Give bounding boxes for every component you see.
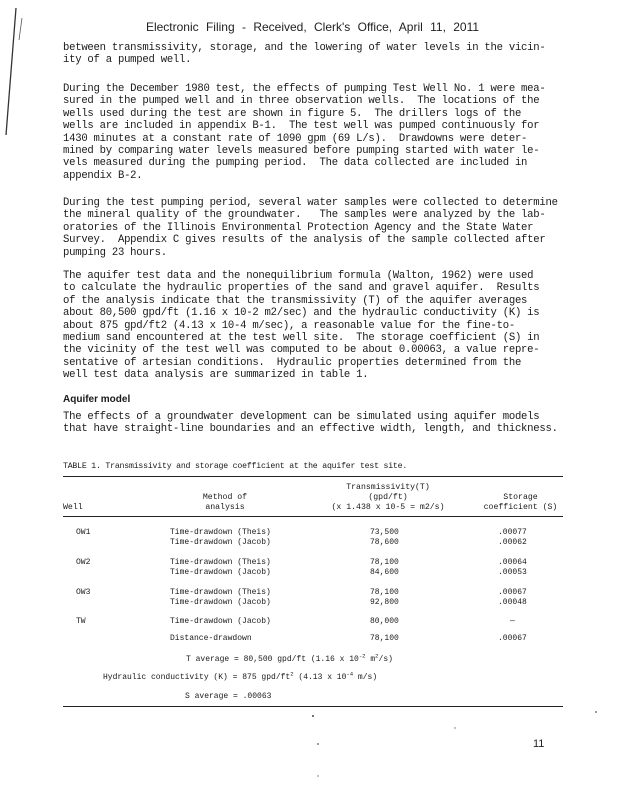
- col-header-well: Well: [63, 503, 83, 512]
- table-top-rule: [63, 476, 563, 477]
- col-header-transmissivity: Transmissivity(T) (gpd/ft) (x 1.438 x 10-5 = m2/s): [331, 483, 445, 512]
- summary-storage-average: S average = .00063: [185, 692, 272, 701]
- table-cell-method: Time-drawdown (Theis): [170, 588, 271, 597]
- table-cell-transmissivity: 78,100: [370, 634, 399, 643]
- table-cell-storage: .00064: [498, 558, 527, 567]
- table-cell-storage: .00067: [498, 588, 527, 597]
- table-cell-well: TW: [76, 617, 86, 626]
- table-cell-well: OW2: [76, 558, 91, 567]
- table-cell-method: Time-drawdown (Theis): [170, 558, 271, 567]
- table-cell-method: Distance-drawdown: [170, 634, 252, 643]
- col-header-storage: Storage coefficient (S): [483, 493, 558, 512]
- table-cell-method: Time-drawdown (Jacob): [170, 598, 271, 607]
- table-cell-well: OW1: [76, 528, 91, 537]
- paragraph-aquifer-model: The effects of a groundwater development can be simulated using aquifer models that have straight-line boundaries and an effective width, length, and thickness.: [63, 411, 558, 436]
- table-cell-transmissivity: 78,100: [370, 558, 399, 567]
- table-cell-transmissivity: 73,500: [370, 528, 399, 537]
- table-cell-transmissivity: 80,000: [370, 617, 399, 626]
- table-cell-method: Time-drawdown (Jacob): [170, 568, 271, 577]
- table-cell-storage: .00048: [498, 598, 527, 607]
- table-cell-storage: —: [510, 617, 515, 626]
- table-bottom-rule: [63, 706, 563, 707]
- table-cell-method: Time-drawdown (Jacob): [170, 617, 271, 626]
- table-header-rule: [63, 516, 563, 517]
- table-cell-storage: .00067: [498, 634, 527, 643]
- table-cell-method: Time-drawdown (Theis): [170, 528, 271, 537]
- page-number: 11: [533, 738, 545, 750]
- table-cell-well: OW3: [76, 588, 91, 597]
- table-caption: TABLE 1. Transmissivity and storage coefficient at the aquifer test site.: [63, 462, 408, 471]
- col-header-method: Method of analysis: [202, 493, 248, 512]
- table-cell-storage: .00077: [498, 528, 527, 537]
- table-cell-method: Time-drawdown (Jacob): [170, 538, 271, 547]
- table-cell-storage: .00053: [498, 568, 527, 577]
- filing-stamp-header: Electronic Filing - Received, Clerk's Office, April 11, 2011: [145, 20, 480, 34]
- paragraph-aquifer-analysis: The aquifer test data and the nonequilibrium formula (Walton, 1962) were used to calculate the hydraulic properties of the sand and gravel aquifer. Results of the analysis indicate that the transmissivity (T) of the aquifer averages about 80,500 gpd/ft (1.16 x 10-2 m2/sec) and the hydraulic conductivity (K) is about 875 gpd/ft2 (4.13 x 10-4 m/sec), a reasonable value for the fine-to- medium sand encountered at the test well site. The storage coefficient (S) in the vicinity of the test well was computed to be about 0.00063, a value repre- sentative of artesian conditions. Hydraulic properties determined from the well test data analysis are summarized in table 1.: [63, 270, 540, 382]
- summary-transmissivity-average: T average = 80,500 gpd/ft (1.16 x $10^{-2}$ $m^2/s$): [186, 652, 393, 664]
- paragraph-intro-continuation: between transmissivity, storage, and the lowering of water levels in the vicin- ity of a pumped well.: [63, 42, 546, 67]
- table-cell-storage: .00062: [498, 538, 527, 547]
- paragraph-december-test: During the December 1980 test, the effects of pumping Test Well No. 1 were mea- sured in the pumped well and in three observation wells. The locations of the wells used during the test are shown in figure 5. The drillers logs of the wells are included in appendix B-1. The test well was pumped continuously for 1430 minutes at a constant rate of 1090 gpm (69 L/s). Drawdowns were deter- mined by comparing water levels measured before pumping started with water le- vels measured during the pumping period. The data collected are included in appendix B-2.: [63, 83, 546, 182]
- table-cell-transmissivity: 84,600: [370, 568, 399, 577]
- table-cell-transmissivity: 78,600: [370, 538, 399, 547]
- table-cell-transmissivity: 92,800: [370, 598, 399, 607]
- section-heading-aquifer-model: Aquifer model: [63, 394, 131, 405]
- paragraph-water-samples: During the test pumping period, several water samples were collected to determine the mineral quality of the groundwater. The samples were analyzed by the lab- oratories of the Illinois Environmental Protection Agency and the State Water Survey. Appendix C gives results of the analysis of the sample collected after pumping 23 hours.: [63, 197, 558, 259]
- summary-hydraulic-conductivity: Hydraulic conductivity (K) = 875 gpd/$ft^2$ (4.13 x $10^{-4}$ m/s): [103, 670, 378, 682]
- table-cell-transmissivity: 78,100: [370, 588, 399, 597]
